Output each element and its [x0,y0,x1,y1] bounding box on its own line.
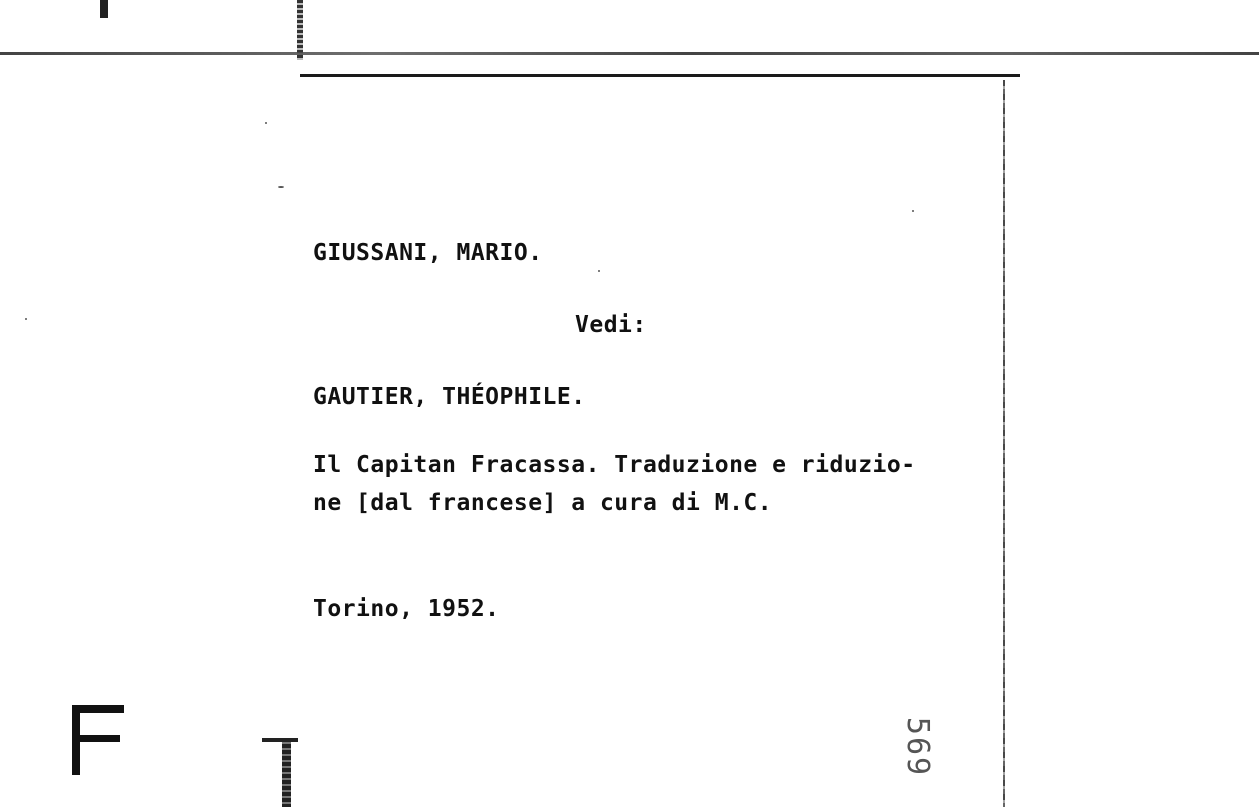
card-right-edge [1003,80,1005,807]
card-author-name: GAUTIER, THÉOPHILE. [313,384,586,410]
card-top-border [0,52,1259,55]
scan-artifact-mark [297,0,303,60]
card-ruled-line [240,74,1020,77]
card-title-line-1: Il Capitan Fracassa. Traduzione e riduzio- [313,452,916,478]
see-reference-label: Vedi: [575,312,647,338]
rotated-number-mark: 569 [900,716,936,778]
card-title-line-2: ne [dal francese] a cura di M.C. [313,490,773,516]
scan-artifact-mark [100,0,108,18]
card-heading-name: GIUSSANI, MARIO. [313,240,543,266]
card-place-date: Torino, 1952. [313,596,500,622]
margin-letter-mark [72,705,124,775]
bracket-mark [262,738,298,807]
